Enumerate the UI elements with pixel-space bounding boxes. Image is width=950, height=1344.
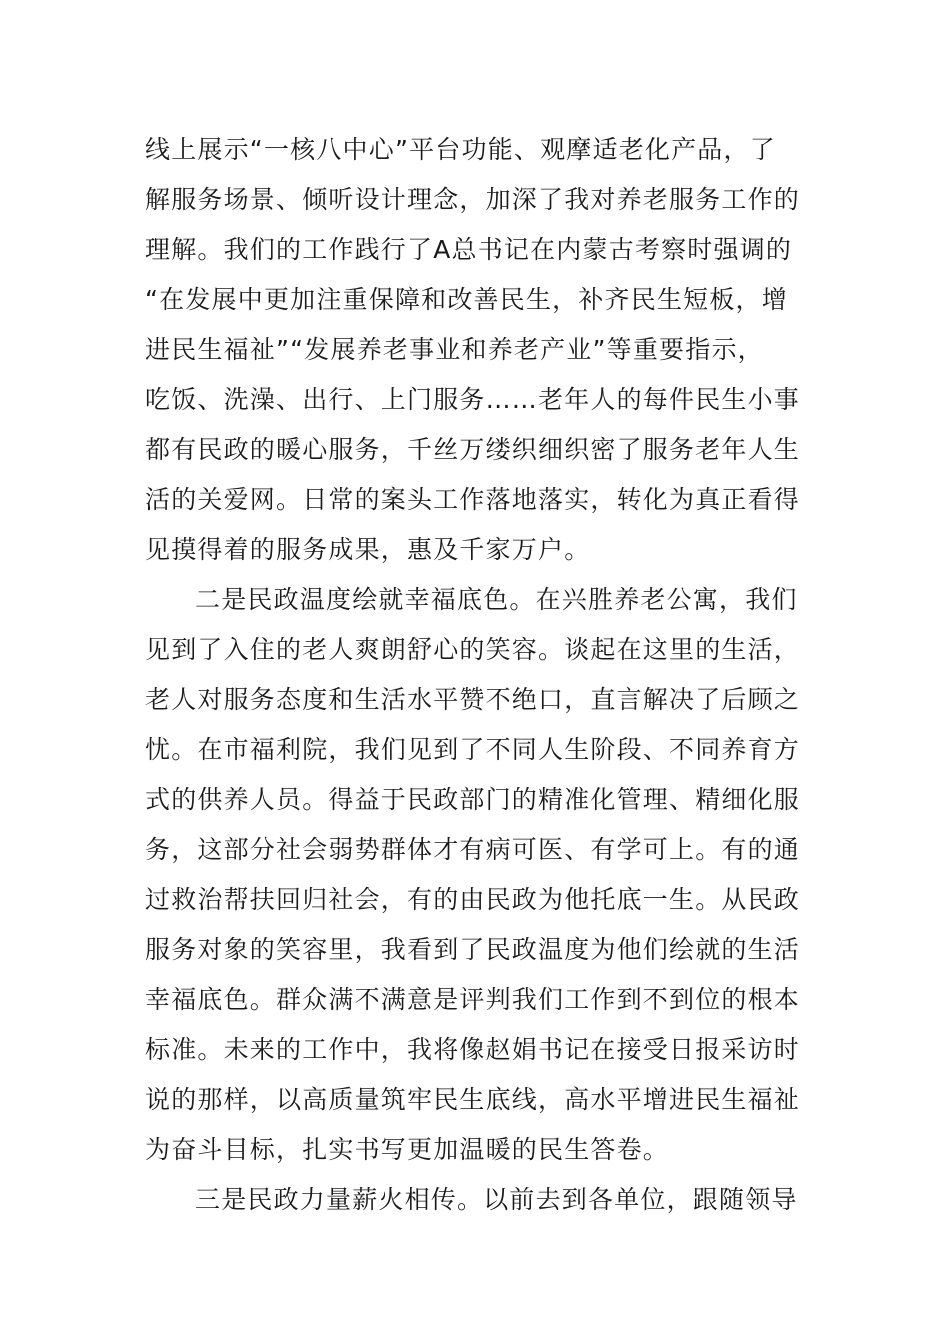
- text-line: 解服务场景、倾听设计理念，加深了我对养老服务工作的: [145, 185, 801, 214]
- text-line: 吃饭、洗澡、出行、上门服务……老年人的每件民生小事: [145, 385, 801, 414]
- text-line: 老人对服务态度和生活水平赞不绝口，直言解决了后顾之: [145, 685, 801, 714]
- text-line: 幸福底色。群众满不满意是评判我们工作到不到位的根本: [145, 985, 801, 1014]
- text-line: 理解。我们的工作践行了A总书记在内蒙古考察时强调的: [145, 235, 793, 264]
- text-line: 服务对象的笑容里，我看到了民政温度为他们绘就的生活: [145, 935, 801, 964]
- text-line: 进民生福祉”“发展养老事业和养老产业”等重要指示，: [145, 335, 764, 364]
- text-line: 活的关爱网。日常的案头工作落地落实，转化为真正看得: [145, 485, 801, 514]
- text-line: 见摸得着的服务成果，惠及千家万户。: [145, 535, 591, 564]
- text-line: 标准。未来的工作中，我将像赵娟书记在接受日报采访时: [145, 1035, 801, 1064]
- text-line: 过救治帮扶回归社会，有的由民政为他托底一生。从民政: [145, 885, 801, 914]
- paragraph-first-line: 二是民政温度绘就幸福底色。在兴胜养老公寓，我们: [195, 585, 798, 614]
- text-line: 说的那样，以高质量筑牢民生底线，高水平增进民生福祉: [145, 1085, 801, 1114]
- text-line: 忧。在市福利院，我们见到了不同人生阶段、不同养育方: [145, 735, 801, 764]
- text-line: 务，这部分社会弱势群体才有病可医、有学可上。有的通: [145, 835, 801, 864]
- text-line: 为奋斗目标，扎实书写更加温暖的民生答卷。: [145, 1135, 670, 1164]
- text-line: 都有民政的暖心服务，千丝万缕织细织密了服务老年人生: [145, 435, 801, 464]
- text-line: 见到了入住的老人爽朗舒心的笑容。谈起在这里的生活，: [145, 635, 801, 664]
- text-line: “在发展中更加注重保障和改善民生，补齐民生短板，增: [145, 285, 788, 314]
- text-line: 线上展示“一核八中心”平台功能、观摩适老化产品，了: [145, 135, 776, 164]
- text-line: 式的供养人员。得益于民政部门的精准化管理、精细化服: [145, 785, 801, 814]
- paragraph-first-line: 三是民政力量薪火相传。以前去到各单位，跟随领导: [195, 1185, 798, 1214]
